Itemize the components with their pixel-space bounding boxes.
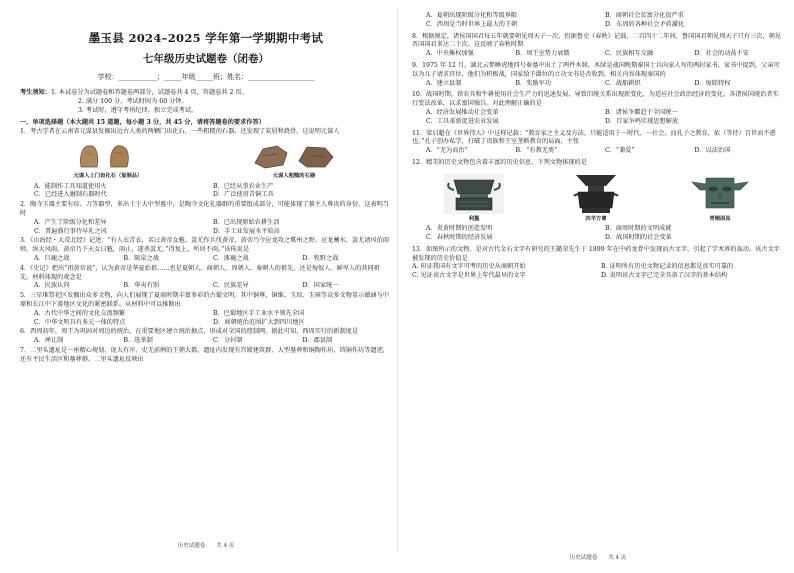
option-d: D．国家统一 [302, 282, 339, 290]
option-d: D．废除特权 [694, 79, 731, 87]
question-stem: 11．梁启超在《世界伟人》中这样记载：“教育家之主义及方法，只能适用于一时代、一社会。而孔子之教育，依（等待）百世而不惑也。”孔子创办私学，打破了贵族和王室垄断教育的局面，主张 [412, 129, 776, 146]
option-d: D．以法治国 [694, 147, 731, 155]
option-d: D．战国时期的社会变革 [605, 234, 672, 242]
answer-options [412, 109, 784, 127]
stone-tools-figure [249, 141, 339, 181]
question-stem: 8．根据规定，诸侯国国君每五年就要朝见周天子一次，但据鲁史《春秋》记载，二百四十二年间，鲁国国君朝见周天子只有三次，朝见晋国国君多达二十次。这反映了春秋时期 [412, 32, 781, 49]
question-stem: 5．三星堆祭祀区发掘出众多文物，向人们展现了夏商时期丰富多彩的古蜀文明。其中铜尊、铜维、玉琮、玉璋等众多文物显示蕴涵与中原和长江中下游地区文化的紧密联系。从材料中可以推断出 [20, 292, 389, 309]
option-a: A．建立县制 [426, 79, 462, 87]
option-c: C．“兼爱” [605, 147, 635, 155]
option-b: B．已经从事农业生产 [213, 182, 274, 190]
option-a: A．禅让制 [34, 337, 64, 345]
option-b: B．周王室势力衰微 [515, 50, 570, 58]
question-11 [412, 130, 784, 156]
column-divider [397, 8, 398, 553]
question-stem: 12．精美的历史文物包含着丰富的历史信息。下列文物体现的是 [412, 158, 587, 166]
question-9 [412, 62, 784, 88]
option-d: D．社会的动荡不安 [694, 50, 749, 58]
option-d: D．广泛使用青铜工具 [213, 191, 274, 199]
option-a: A．巨鹿之战 [34, 255, 70, 263]
page-footer: 历史试题卷 共 4 页 [177, 543, 235, 550]
section-heading: 一、单项选择题（本大题共 15 道题，每小题 3 分，共 45 分，请将答题卷的要求作答） [20, 118, 265, 126]
tooth-fossil-figure [73, 141, 143, 181]
option-a: A．中央集权加强 [426, 50, 474, 58]
question-stem: 13．如图所示的文物，是对古代金石文字有研究的王懿荣先生于 1899 年在中药龙骨中发现而古文字，引起了学术界的轰动。该古文字被发现的历史价值是 [412, 245, 780, 262]
bronze-mask-image [688, 172, 752, 214]
option-c: C．涿鹿之战 [213, 255, 249, 263]
question-1 [20, 128, 392, 200]
option-b: B．“有教无类” [515, 147, 558, 155]
question-13 [412, 246, 784, 281]
question-10 [412, 91, 784, 126]
bronze-mask-figure [688, 172, 752, 224]
question-stem: 4．《史记》把出“祖黄帝说”，认为黄帝是华夏始祖……也是夏朝人、商朝人、周朝人、秦朝人的祖先，还是匈奴人、鲜卑人的共同祖先。材料体现的观念是 [20, 264, 380, 281]
student-info-line: 学校：___________；_____年级_____班；姓名：___________________ [97, 73, 315, 82]
left-column [20, 0, 392, 561]
question-12 [412, 159, 784, 243]
option-d: D．手工业发展水平较高 [213, 227, 280, 235]
option-c: C. 见证该古文字是世界上年代最早的文字 [412, 272, 526, 280]
option-a: A．能制作工具知道使用火 [34, 182, 107, 190]
option-c: C．战船耕织 [605, 79, 641, 87]
answer-options [20, 255, 392, 264]
option-c: C．民族差异 [213, 282, 249, 290]
figure-caption: 四羊方尊 [585, 215, 607, 222]
answer-options [20, 183, 392, 201]
note-line-2: 2. 满分 100 分，考试时间为 60 分钟。 [78, 97, 188, 105]
option-c: C．中华文明具有多元一体的特点 [34, 318, 126, 326]
question-stem: 1．考古学者在云南省元谋县发掘出远古人类的两颗门齿化石，一些粗糙的石器，还发现了炭屑和烧骨。这说明元谋人 [20, 128, 340, 136]
option-b: B. 证明所有历史文物记录的信息都是真实可靠的 [601, 263, 734, 271]
option-c: C．普遍盛行事侍早礼之风 [34, 227, 107, 235]
option-c: C．工具革新促进农业发展 [426, 117, 499, 125]
tooth-fossil-image [73, 141, 143, 171]
q7-answer-options [412, 12, 784, 30]
option-c: C．民族相互交融 [605, 50, 654, 58]
option-b: B．华夷有别 [123, 282, 159, 290]
figure-caption: 元谋人上门齿化石（复制品） [73, 173, 143, 180]
option-d: D．牧野之战 [302, 255, 339, 263]
option-a: A. 印证我国有文字可考的历史从商朝开始 [412, 263, 526, 271]
option-a: A．民族认同 [34, 282, 70, 290]
siyang-fangzun-figure [568, 172, 624, 224]
option-b: B．已出现原始农耕生活 [213, 218, 280, 226]
option-d: D．郡县制 [302, 337, 333, 345]
answer-options [412, 263, 784, 281]
option-d: D．商朝统治范围扩大到四川地区 [213, 318, 305, 326]
question-stem: 7．二里头遗址是一座精心规划、庞大有序、史无前例的王朝大都，遗址内发现有宫殿建筑群、大型墓葬和铜陶作坊、铸铜作坊等遗迹，还有平民生活区和墓葬群。二里头遗址反映出 [20, 347, 389, 363]
answer-options [20, 310, 392, 328]
option-a: A．“无为而治” [426, 147, 468, 155]
stone-tools-image [249, 141, 339, 171]
right-column [412, 0, 784, 573]
option-b: B．诸侯争霸趋于全国统一 [605, 108, 678, 116]
answer-options [412, 50, 784, 59]
option-b: B．商周时期的文明成就 [605, 225, 672, 233]
option-a: A．炎黄时期的创造发明 [426, 225, 493, 233]
answer-options [412, 80, 784, 89]
option-c: C．春秋时期的经济发展 [426, 234, 493, 242]
question-8 [412, 33, 784, 59]
ligui-vessel-image [444, 174, 504, 214]
answer-options [412, 147, 784, 156]
option-b: B．巴蜀地区手工业水平领先全国 [213, 309, 305, 317]
exam-subtitle: 七年级历史试题卷（闭卷） [143, 53, 269, 66]
note-line-3: 3. 考试时，遵守考场纪律，独立完成考试。 [78, 106, 198, 114]
figure-caption: 利簋 [468, 215, 480, 222]
exam-notes [20, 89, 392, 115]
option-b: B．奖励军功 [515, 79, 551, 87]
option-b: B．阪泉之战 [123, 255, 159, 263]
option-b: B．商朝社会贫富分化很严重 [605, 12, 684, 19]
q12-figures [412, 172, 784, 224]
option-c: C．西周是当时世界上最大的王朝 [426, 20, 518, 28]
question-4 [20, 265, 392, 291]
question-stem: 10．战国时期，铁农具和牛耕使用社会生产力的迅速发展，导致旧统关系出现新变化，为适应社会政治经济的变化，各诸侯国统治者实行变法改革，以求富国强兵。对此理解正确的是 [412, 91, 779, 108]
question-6 [20, 328, 392, 346]
answer-options [412, 225, 784, 243]
question-5 [20, 292, 392, 327]
answer-options [20, 282, 392, 291]
option-d: D．东周的各种社会矛盾激化 [605, 20, 685, 28]
question-2 [20, 201, 392, 236]
ligui-figure [444, 174, 504, 224]
q1-figures [20, 141, 392, 181]
option-a: A．经济发展推动社会变革 [426, 108, 499, 116]
exam-title: 墨玉县 2024–2025 学年第一学期期中考试 [88, 31, 324, 45]
question-stem: 2．陶寺玉器主要有琮、刀等器型，多出土于大中型墓中，是陶寺文化礼器群的重要组成部分，可能体现了墓主人尊贵的身份。这表明当时 [20, 201, 389, 218]
option-a: A．古代中华之间的文化交流频繁 [34, 309, 126, 317]
answer-options [20, 337, 392, 346]
option-b: B．选举制 [123, 337, 153, 345]
figure-caption: 元谋人粗糙的石器 [272, 173, 316, 180]
option-c: C．已经进入磨制石器时代 [34, 191, 107, 199]
figure-caption: 青铜面具 [709, 215, 731, 222]
question-stem: 6．西周初年，周王为巩固对周边的统治，在重要地区建立统治据点，形成对全国的控制网。据此可知，西周实行的新制度是 [20, 328, 359, 336]
question-3 [20, 237, 392, 263]
option-d: D. 说明该古文字已完全具备了汉字的基本结构 [601, 272, 728, 280]
option-c: C．分封制 [213, 337, 243, 345]
question-stem: 3．《山海经・大荒北经》记述：“有人衣青衣，名曰黄帝女魃。蚩尤作兵伐黄帝，黄帝乃令应龙攻之冀州之野。应龙蓄水，蚩尤请风伯雨师，纵大风雨。黄帝乃下天女曰魃，雨止，遂杀蚩尤。”得复上，所居不雨。”该传说是 [20, 237, 390, 254]
option-a: A．产生了阶级分化和差异 [34, 218, 107, 226]
question-7 [20, 347, 392, 365]
page-footer: 历史试题卷 共 4 页 [569, 555, 627, 562]
note-line-1: 考生须知：1. 本试卷分为试题卷和答题卷两部分，试题卷共 4 页，答题卷共 2 页。 [20, 89, 248, 97]
option-a: A．夏朝出现阶级分化和等级界限 [426, 12, 518, 19]
question-stem: 9．1975 年 12 月，湖北云梦睡虎地四号秦墓中出土了两件木牍，木牍是战国晚期秦国士兵向家人写的两封家书，家书中提到，父亲可以为儿子请求官位，他们为积极战，国家给予爵位的立功文书是否收到，相关内容体现秦国的 [412, 61, 780, 78]
siyang-fangzun-image [568, 172, 624, 214]
option-d: D．百家争鸣实现思想解放 [605, 117, 679, 125]
answer-options [20, 219, 392, 237]
